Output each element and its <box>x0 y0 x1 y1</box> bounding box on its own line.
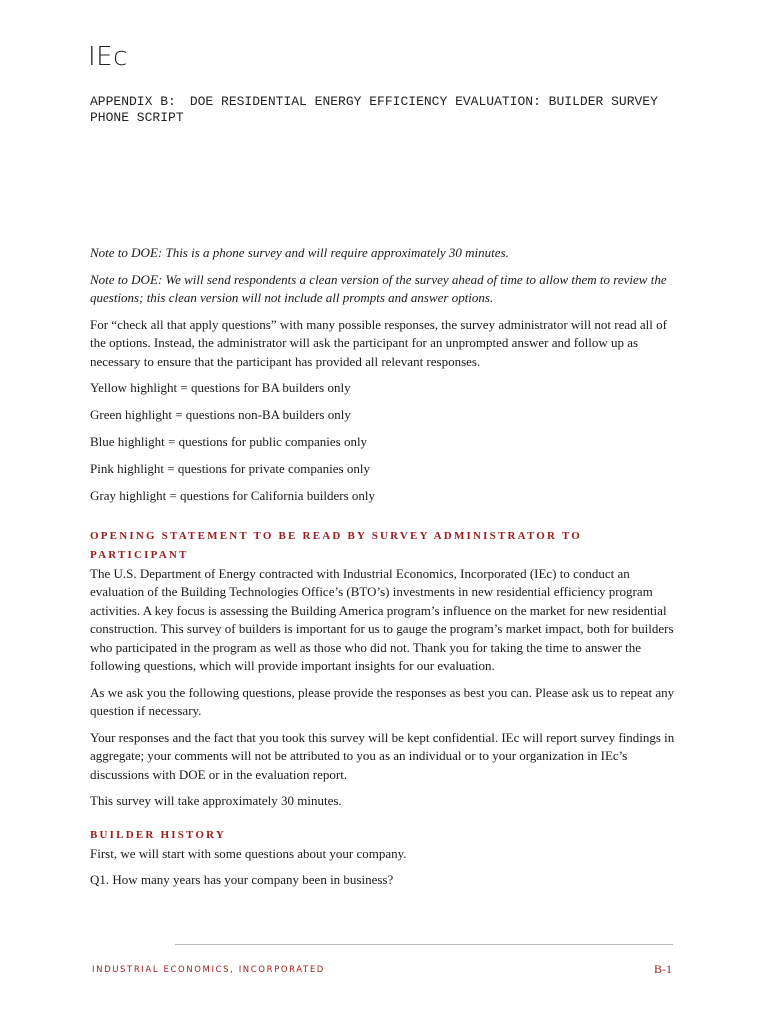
question-1: Q1. How many years has your company been in business? <box>90 872 394 887</box>
highlight-legend-gray: Gray highlight = questions for California builders only <box>90 488 375 503</box>
highlight-legend-pink: Pink highlight = questions for private companies only <box>90 461 370 476</box>
builder-history-intro: First, we will start with some questions about your company. <box>90 845 407 861</box>
appendix-label: APPENDIX B: <box>90 94 176 109</box>
footer-divider <box>175 944 673 945</box>
appendix-title <box>90 94 690 126</box>
document-body <box>90 244 676 898</box>
opening-paragraph-duration: This survey will take approximately 30 minutes. <box>90 793 342 808</box>
opening-paragraph-instructions: As we ask you the following questions, please provide the responses as best you can. Please ask us to repeat any question if necessary. <box>90 684 675 718</box>
highlight-legend-yellow: Yellow highlight = questions for BA builders only <box>90 380 351 395</box>
opening-paragraph-confidential: Your responses and the fact that you took this survey will be kept confidential. IEc will report survey findings in aggregate; your comments will not be attributed to you as an individual or to your organization in IEc’s discussions with DOE or in the evaluation report. <box>90 729 675 782</box>
appendix-title-text: DOE RESIDENTIAL ENERGY EFFICIENCY EVALUATION: BUILDER SURVEY PHONE SCRIPT <box>90 94 658 125</box>
note-clean-version: Note to DOE: We will send respondents a clean version of the survey ahead of time to allow them to review the questions; this clean version will not include all prompts and answer options. <box>90 271 667 305</box>
footer-company: INDUSTRIAL ECONOMICS, INCORPORATED <box>92 965 325 975</box>
opening-statement-heading: OPENING STATEMENT TO BE READ BY SURVEY ADMINISTRATOR TO PARTICIPANT <box>90 529 583 561</box>
page-number: B-1 <box>654 962 672 976</box>
highlight-legend-green: Green highlight = questions non-BA builders only <box>90 407 351 422</box>
note-duration: Note to DOE: This is a phone survey and will require approximately 30 minutes. <box>90 245 509 260</box>
highlight-legend-blue: Blue highlight = questions for public companies only <box>90 434 368 449</box>
opening-paragraph-intro: The U.S. Department of Energy contracted with Industrial Economics, Incorporated (IEc) to conduct an evaluation of the Building Technologies Office’s (BTO’s) investments in new residential efficiency program activities. A key focus is assessing the Building America program’s influence on the market for new residential construction. This survey of builders is important for us to gauge the program’s market impact, both for builders who participated in the program as well as those who did not. Thank you for taking the time to answer the following questions, which will provide important insights for our evaluation. <box>90 565 674 673</box>
instructions-paragraph: For “check all that apply questions” with many possible responses, the survey administrator will not read all of the options. Instead, the administrator will ask the participant for an unprompted answer and follow up as necessary to ensure that the participant has provided all relevant responses. <box>90 316 667 369</box>
iec-logo: IEc <box>88 42 128 72</box>
builder-history-heading: BUILDER HISTORY <box>90 828 227 841</box>
